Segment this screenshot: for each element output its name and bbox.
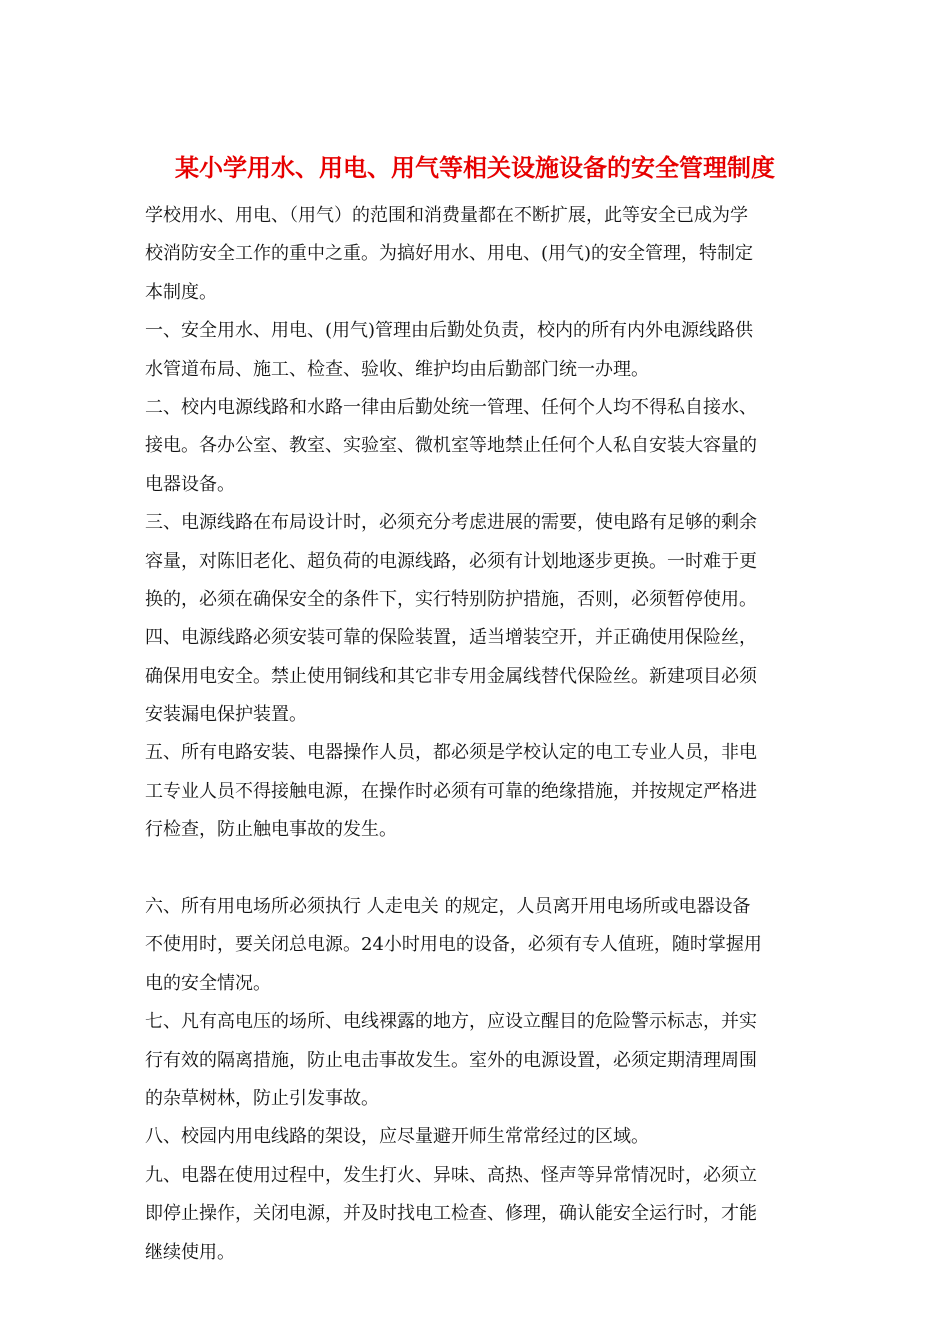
text-line: 本制度。 bbox=[145, 281, 217, 303]
text-line: 换的，必须在确保安全的条件下，实行特别防护措施，否则，必须暂停使用。 bbox=[145, 588, 757, 610]
document-title: 某小学用水、用电、用气等相关设施设备的安全管理制度 bbox=[175, 153, 775, 182]
text-line: 一、安全用水、用电、(用气)管理由后勤处负责，校内的所有内外电源线路供 bbox=[145, 320, 754, 342]
text-line: 继续使用。 bbox=[145, 1241, 235, 1263]
text-line: 水管道布局、施工、检查、验收、维护均由后勤部门统一办理。 bbox=[145, 358, 649, 380]
text-line: 容量，对陈旧老化、超负荷的电源线路，必须有计划地逐步更换。一时难于更 bbox=[145, 550, 757, 572]
text-line: 八、校园内用电线路的架设，应尽量避开师生常常经过的区域。 bbox=[145, 1126, 649, 1148]
text-line: 五、所有电路安装、电器操作人员，都必须是学校认定的电工专业人员，非电 bbox=[145, 742, 757, 764]
text-line: 九、电器在使用过程中，发生打火、异味、高热、怪声等异常情况时，必须立 bbox=[145, 1164, 757, 1186]
text-line: 接电。各办公室、教室、实验室、微机室等地禁止任何个人私自安装大容量的 bbox=[145, 435, 757, 457]
text-line: 校消防安全工作的重中之重。为搞好用水、用电、(用气)的安全管理，特制定 bbox=[145, 243, 754, 265]
text-line: 电器设备。 bbox=[145, 473, 235, 495]
document-body bbox=[145, 197, 805, 1272]
text-line: 电的安全情况。 bbox=[145, 972, 271, 994]
text-line: 二、校内电源线路和水路一律由后勤处统一管理、任何个人均不得私自接水、 bbox=[145, 396, 757, 418]
text-line: 四、电源线路必须安装可靠的保险装置，适当增装空开，并正确使用保险丝， bbox=[145, 627, 757, 649]
text-line: 不使用时，要关闭总电源。24小时用电的设备，必须有专人值班，随时掌握用 bbox=[145, 934, 762, 956]
text-line: 即停止操作，关闭电源，并及时找电工检查、修理，确认能安全运行时，才能 bbox=[145, 1203, 757, 1225]
text-line: 工专业人员不得接触电源，在操作时必须有可靠的绝缘措施，并按规定严格进 bbox=[145, 780, 757, 802]
text-line: 学校用水、用电、（用气）的范围和消费量都在不断扩展，此等安全已成为学 bbox=[145, 205, 748, 226]
blank-line bbox=[145, 850, 805, 888]
text-line: 的杂草树林，防止引发事故。 bbox=[145, 1087, 379, 1109]
text-line: 七、凡有高电压的场所、电线裸露的地方，应设立醒目的危险警示标志，并实 bbox=[145, 1011, 757, 1033]
text-line: 行有效的隔离措施，防止电击事故发生。室外的电源设置，必须定期清理周围 bbox=[145, 1049, 757, 1071]
text-line: 行检查，防止触电事故的发生。 bbox=[145, 819, 397, 841]
text-line: 安装漏电保护装置。 bbox=[145, 704, 307, 726]
text-line: 六、所有用电场所必须执行 人走电关 的规定，人员离开用电场所或电器设备 bbox=[145, 896, 751, 918]
text-line: 确保用电安全。禁止使用铜线和其它非专用金属线替代保险丝。新建项目必须 bbox=[145, 665, 757, 687]
text-line: 三、电源线路在布局设计时，必须充分考虑进展的需要，使电路有足够的剩余 bbox=[145, 512, 757, 534]
